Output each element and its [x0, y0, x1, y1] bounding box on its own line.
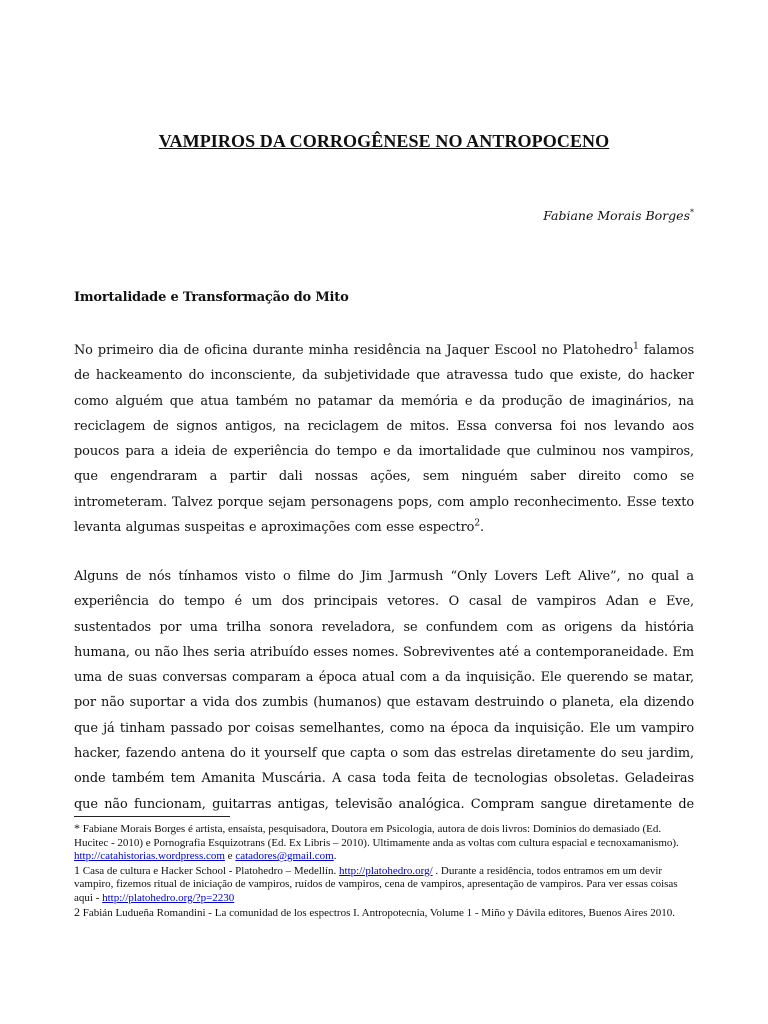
paragraph-1-text-b: falamos de hackeamento do inconsciente, da subjetividade que atravessa tudo que existe, do hacker como alguém que atua também no patamar da memória e da produção de imaginários, na reciclagem de signos antigos, na reciclagem de mitos. Essa conversa foi nos levando aos poucos para a ideia de experiência do tempo e da imortalidade que culminou nos vampiros, que engendraram a partir dali nossas ações, sem ninguém saber direito como se intrometeram. Talvez porque sejam personagens pops, com amplo reconhecimento. Esse texto levanta algumas suspeitas e aproximações com esse espectro: [74, 343, 694, 536]
footnote-author-end: .: [333, 850, 337, 863]
footnote-2: [74, 906, 694, 921]
footnote-ref-2[interactable]: 2: [474, 518, 480, 529]
platohedro-post-link[interactable]: http://platohedro.org/?p=2230: [102, 891, 235, 904]
author-footnote-mark: *: [690, 208, 694, 217]
footnote-1-text: Casa de cultura e Hacker School - Platohedro – Medellín.: [80, 864, 340, 877]
platohedro-link[interactable]: http://platohedro.org/: [339, 864, 433, 877]
footnote-author-connector: e: [224, 850, 236, 863]
footnote-ref-1[interactable]: 1: [633, 341, 639, 352]
footnote-1-middle: . Durante a residência, todos entramos em um devir vampiro, fizemos ritual de iniciação de vampiros, ruídos de vampiros, cena de vampiros, apresentação de vampiros. Para ver essas coisas aqui -: [74, 864, 678, 904]
paragraph-1: [74, 338, 694, 540]
email-link[interactable]: catadores@gmail.com: [235, 850, 334, 863]
paragraph-1-text-a: No primeiro dia de oficina durante minha residência na Jaquer Escool no Platohedro: [74, 343, 634, 358]
paragraph-2: Alguns de nós tínhamos visto o filme do Jim Jarmush “Only Lovers Left Alive”, no qual a experiência do tempo é um dos principais vetores. O casal de vampiros Adan e Eve, sustentados por uma trilha sonora reveladora, se confundem com as origens da história humana, ou não lhes seria atribuído esses nomes. Sobreviventes até a contemporaneidade. Em uma de suas conversas comparam a época atual com a da inquisição. Ele querendo se matar, por não suportar a vida dos zumbis (humanos) que estavam destruindo o planeta, ela dizendo que já tinham passado por coisas semelhantes, como na época da inquisição. Ele um vampiro hacker, fazendo antena do it yourself que capta o som das estrelas diretamente do seu jardim, onde também tem Amanita Muscária. A casa toda feita de tecnologias obsoletas. Geladeiras que não funcionam, guitarras antigas, televisão analógica. Compram sangue diretamente de: [74, 569, 694, 812]
footnote-author: [74, 822, 694, 864]
document-title: VAMPIROS DA CORROGÊNESE NO ANTROPOCENO: [158, 131, 610, 151]
footnotes: [74, 822, 694, 920]
footnote-author-mark: *: [74, 821, 80, 835]
footnote-1: [74, 864, 694, 906]
footnote-2-text: Fabián Ludueña Romandini - La comunidad de los espectros I. Antropotecnia, Volume 1 - Miño y Dávila editores, Buenos Aires 2010.: [80, 906, 676, 919]
footnote-separator: [74, 816, 230, 817]
footnote-2-mark: 2: [74, 904, 80, 919]
section-heading: Imortalidade e Transformação do Mito: [74, 290, 349, 305]
author-name: Fabiane Morais Borges: [543, 208, 690, 224]
paragraph-1-text-c: .: [479, 520, 484, 536]
footnote-author-text: Fabiane Morais Borges é artista, ensaísta, pesquisadora, Doutora em Psicologia, autora de dois livros: Domínios do demasiado (Ed. Hucitec - 2010) e Pornografia Esquizotrans (Ed. Ex Libris – 2010). Ultimamente anda as voltas com cultura espacial e tecnoxamanismo).: [74, 823, 679, 849]
footnote-1-mark: 1: [74, 862, 80, 877]
author-line: [543, 208, 694, 223]
blog-link[interactable]: http://catahistorias.wordpress.com: [74, 850, 225, 863]
